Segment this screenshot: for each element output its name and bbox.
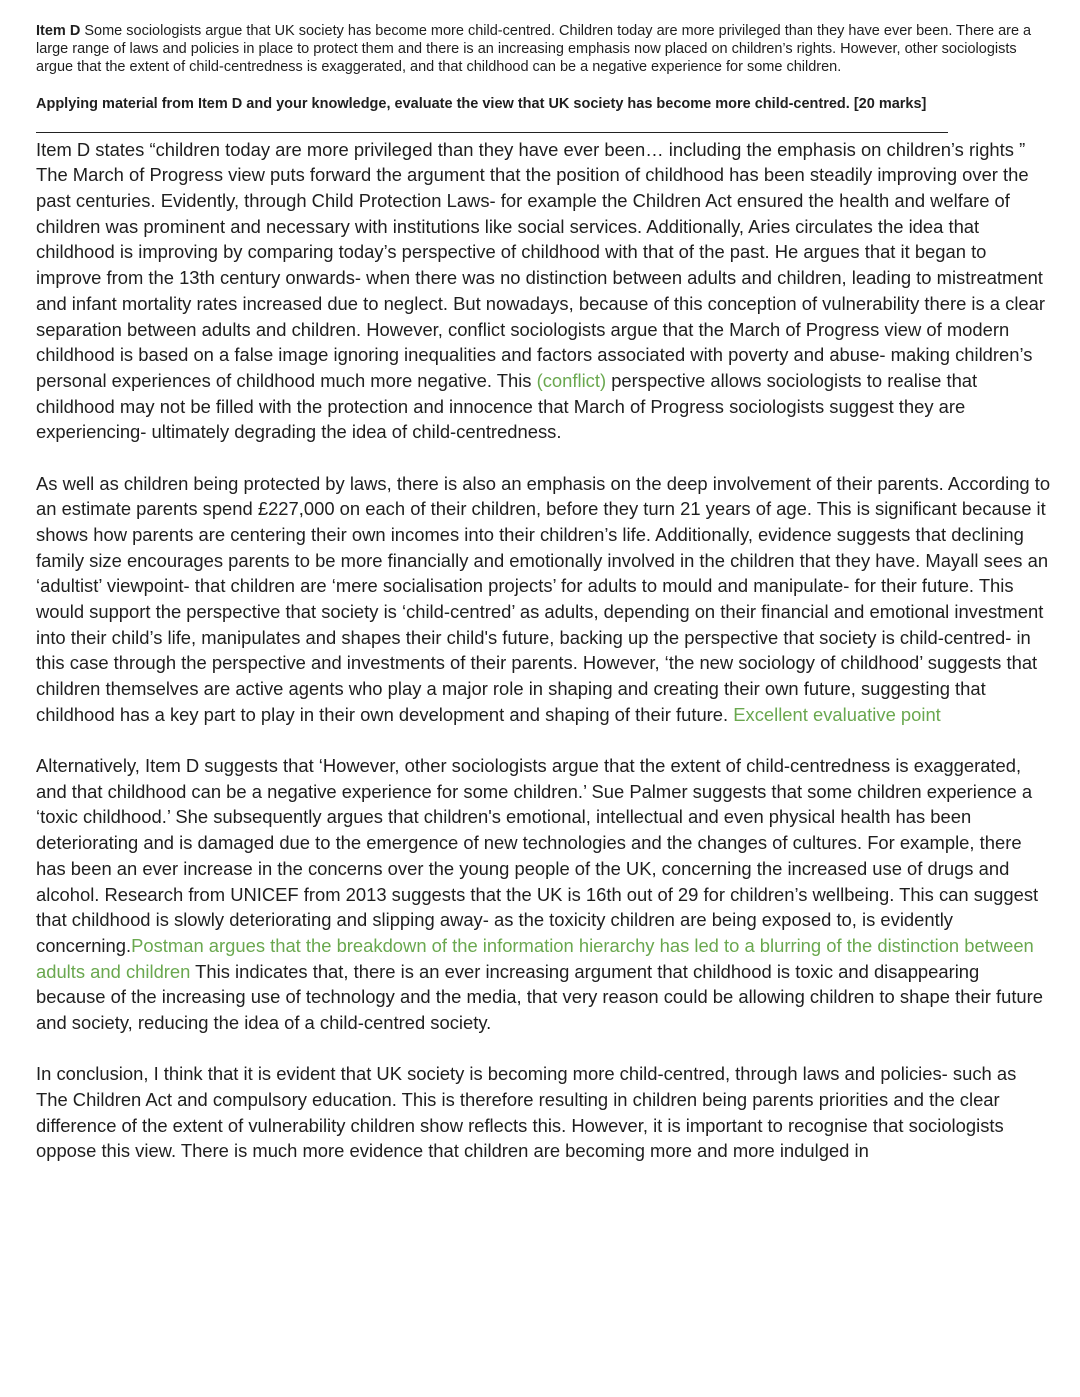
essay-paragraph-4 xyxy=(36,1061,1052,1164)
essay-paragraph-3 xyxy=(36,753,1052,1036)
paragraph-1-text-a: Item D states “children today are more privileged than they have ever been… including the emphasis on children’s rights ” The March of Progress view puts forward the argument that the position of childhood has been steadily improving over the past centuries. Evidently, through Child Protection Laws- for example the Children Act ensured the health and welfare of children was prominent and necessary with institutions like social services. Additionally, Aries circulates the idea that childhood is improving by comparing today’s perspective of childhood with that of the past. He argues that it began to improve from the 13th century onwards- when there was no distinction between adults and children, leading to mistreatment and infant mortality rates increased due to neglect. But nowadays, because of this conception of vulnerability there is a clear separation between adults and children. However, conflict sociologists argue that the March of Progress view of modern childhood is based on a false image ignoring inequalities and factors associated with poverty and abuse- making children’s personal experiences of childhood much more negative. This xyxy=(36,138,1045,391)
item-d-text: Some sociologists argue that UK society has become more child-centred. Children today are more privileged than they have ever been. There are a large range of laws and policies in place to protect them and there is an increasing emphasis now placed on children’s rights. However, other sociologists argue that the extent of child-centredness is exaggerated, and that childhood can be a negative experience for some children. xyxy=(36,23,1032,76)
answer-divider xyxy=(36,132,948,133)
item-d-label: Item D xyxy=(36,23,81,39)
document-page xyxy=(36,22,1052,1164)
paragraph-1-text-b: perspective allows sociologists to realise that childhood may not be filled with the protection and innocence that March of Progress sociologists suggest they are experiencing- ultimately degrading the idea of child-centredness. xyxy=(36,369,978,443)
teacher-comment-postman: Postman argues that the breakdown of the information hierarchy has led to a blurring of the distinction between adults and children xyxy=(36,935,1034,982)
essay-paragraph-1 xyxy=(36,137,1052,445)
paragraph-3-text-b: This indicates that, there is an ever increasing argument that childhood is toxic and disappearing because of the increasing use of technology and the media, that very reason could be allowing children to shape their future and society, reducing the idea of a child-centred society. xyxy=(36,960,1044,1034)
teacher-comment-conflict: (conflict) xyxy=(536,369,607,391)
exam-question: Applying material from Item D and your knowledge, evaluate the view that UK society has become more child-centred. [20 marks] xyxy=(36,95,927,112)
paragraph-2-text: As well as children being protected by laws, there is also an emphasis on the deep involvement of their parents. According to an estimate parents spend £227,000 on each of their children, before they turn 21 years of age. This is significant because it shows how parents are centering their own incomes into their children’s life. Additionally, evidence suggests that declining family size encourages parents to be more financially and emotionally involved in the children that they have. Mayall sees an ‘adultist’ viewpoint- that children are ‘mere socialisation projects’ for adults to mould and manipulate- for their future. This would support the perspective that society is ‘child-centred’ as adults, depending on their financial and emotional investment into their child’s life, manipulates and shapes their child's future, backing up the perspective that society is child-centred- in this case through the perspective and investments of their parents. However, ‘the new sociology of childhood’ suggests that children themselves are active agents who play a major role in shaping and creating their own future, suggesting that childhood has a key part to play in their own development and shaping of their future. xyxy=(36,472,1051,725)
item-d-source xyxy=(36,22,1052,77)
essay-paragraph-2 xyxy=(36,471,1052,728)
paragraph-3-text-a: Alternatively, Item D suggests that ‘However, other sociologists argue that the extent of child-centredness is exaggerated, and that childhood can be a negative experience for some children.’ Sue Palmer suggests that some children experience a ‘toxic childhood.’ She subsequently argues that children's emotional, intellectual and even physical health has been deteriorating and is damaged due to the emergence of new technologies and the changes of cultures. For example, there has been an ever increase in the concerns over the young people of the UK, concerning the increased use of drugs and alcohol. Research from UNICEF from 2013 suggests that the UK is 16th out of 29 for children’s wellbeing. This can suggest that childhood is slowly deteriorating and slipping away- as the toxicity children are being exposed to, is evidently concerning. xyxy=(36,755,1039,956)
teacher-comment-evaluative: Excellent evaluative point xyxy=(733,703,941,725)
essay-answer xyxy=(36,137,1052,1165)
paragraph-4-text: In conclusion, I think that it is evident that UK society is becoming more child-centred, through laws and policies- such as The Children Act and compulsory education. This is therefore resulting in children being parents priorities and the clear difference of the extent of vulnerability children show reflects this. However, it is important to recognise that sociologists oppose this view. There is much more evidence that children are becoming more and more indulged in xyxy=(36,1063,1017,1162)
